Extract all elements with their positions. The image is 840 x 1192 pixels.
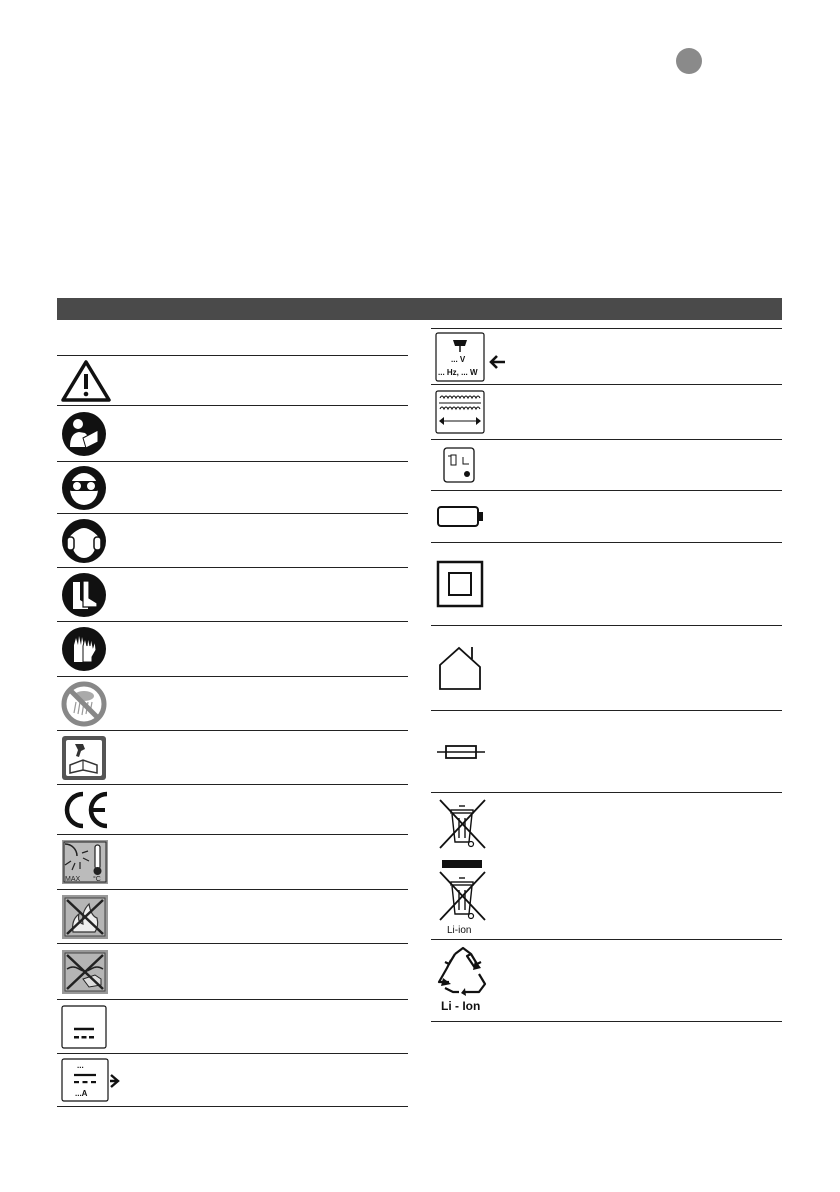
symbol-row-no-rain bbox=[57, 676, 408, 730]
symbol-row-ce bbox=[57, 784, 408, 834]
symbol-row-indoor bbox=[431, 625, 782, 710]
ear-protection-icon bbox=[61, 518, 107, 564]
section-header-bar bbox=[57, 298, 782, 320]
symbol-row-weee bbox=[431, 792, 782, 939]
weee-crossed-bin-icon bbox=[435, 796, 491, 936]
charger-voltage-text: ... V bbox=[451, 354, 466, 364]
fuse-icon bbox=[435, 742, 487, 762]
left-symbol-column bbox=[57, 355, 408, 1107]
safety-boots-icon bbox=[61, 572, 107, 618]
symbol-row-ear-protection bbox=[57, 513, 408, 567]
dc-output-top-text: ... bbox=[77, 1061, 84, 1070]
direct-current-icon bbox=[61, 1005, 107, 1049]
recycling-label: Li - Ion bbox=[441, 998, 481, 1013]
charger-input-rating-icon bbox=[435, 332, 511, 382]
symbol-row-direct-current bbox=[57, 999, 408, 1053]
symbol-row-warning bbox=[57, 355, 408, 405]
svg-text:MAX: MAX bbox=[65, 876, 81, 883]
right-symbol-column bbox=[431, 328, 782, 1022]
symbol-row-max-temperature bbox=[57, 834, 408, 889]
max-temperature-icon bbox=[61, 839, 109, 885]
symbol-row-safety-boots bbox=[57, 567, 408, 621]
symbol-row-cutting bbox=[431, 439, 782, 490]
symbol-row-recycling bbox=[431, 939, 782, 1022]
symbol-row-insulation bbox=[431, 384, 782, 439]
symbol-row-charger-input bbox=[431, 328, 782, 384]
symbol-row-no-burn bbox=[57, 889, 408, 943]
do-not-put-in-water-icon bbox=[61, 949, 109, 995]
cutting-length-icon bbox=[435, 443, 481, 487]
do-not-expose-to-rain-icon bbox=[61, 681, 107, 727]
symbol-row-gloves bbox=[57, 621, 408, 676]
dc-output-bottom-text: ...A bbox=[75, 1089, 88, 1098]
dc-output-current-icon bbox=[61, 1057, 127, 1103]
symbol-row-protection-class bbox=[431, 542, 782, 625]
symbol-row-no-water bbox=[57, 943, 408, 999]
do-not-burn-icon bbox=[61, 894, 109, 940]
read-charger-manual-icon bbox=[61, 735, 107, 781]
double-layer-insulation-icon bbox=[435, 390, 485, 434]
read-manual-icon bbox=[61, 411, 107, 457]
symbol-row-charger-manual bbox=[57, 730, 408, 784]
recycling-icon bbox=[435, 946, 491, 1016]
symbol-row-battery bbox=[431, 490, 782, 542]
symbol-row-eye-protection bbox=[57, 461, 408, 513]
svg-text:°C: °C bbox=[93, 876, 101, 883]
ce-mark-icon bbox=[61, 790, 113, 830]
page-marker-dot bbox=[676, 48, 702, 74]
protection-class-ii-icon bbox=[435, 559, 485, 609]
symbol-row-fuse bbox=[431, 710, 782, 792]
eye-protection-icon bbox=[61, 465, 107, 511]
protective-gloves-icon bbox=[61, 626, 107, 672]
symbol-row-dc-output bbox=[57, 1053, 408, 1107]
battery-icon bbox=[435, 503, 487, 531]
indoor-use-only-icon bbox=[435, 643, 487, 693]
warning-triangle-icon bbox=[61, 360, 111, 402]
weee-battery-label: Li-ion bbox=[447, 925, 472, 936]
symbol-row-read-manual bbox=[57, 405, 408, 461]
charger-rating-text: ... Hz, ... W bbox=[438, 367, 478, 377]
